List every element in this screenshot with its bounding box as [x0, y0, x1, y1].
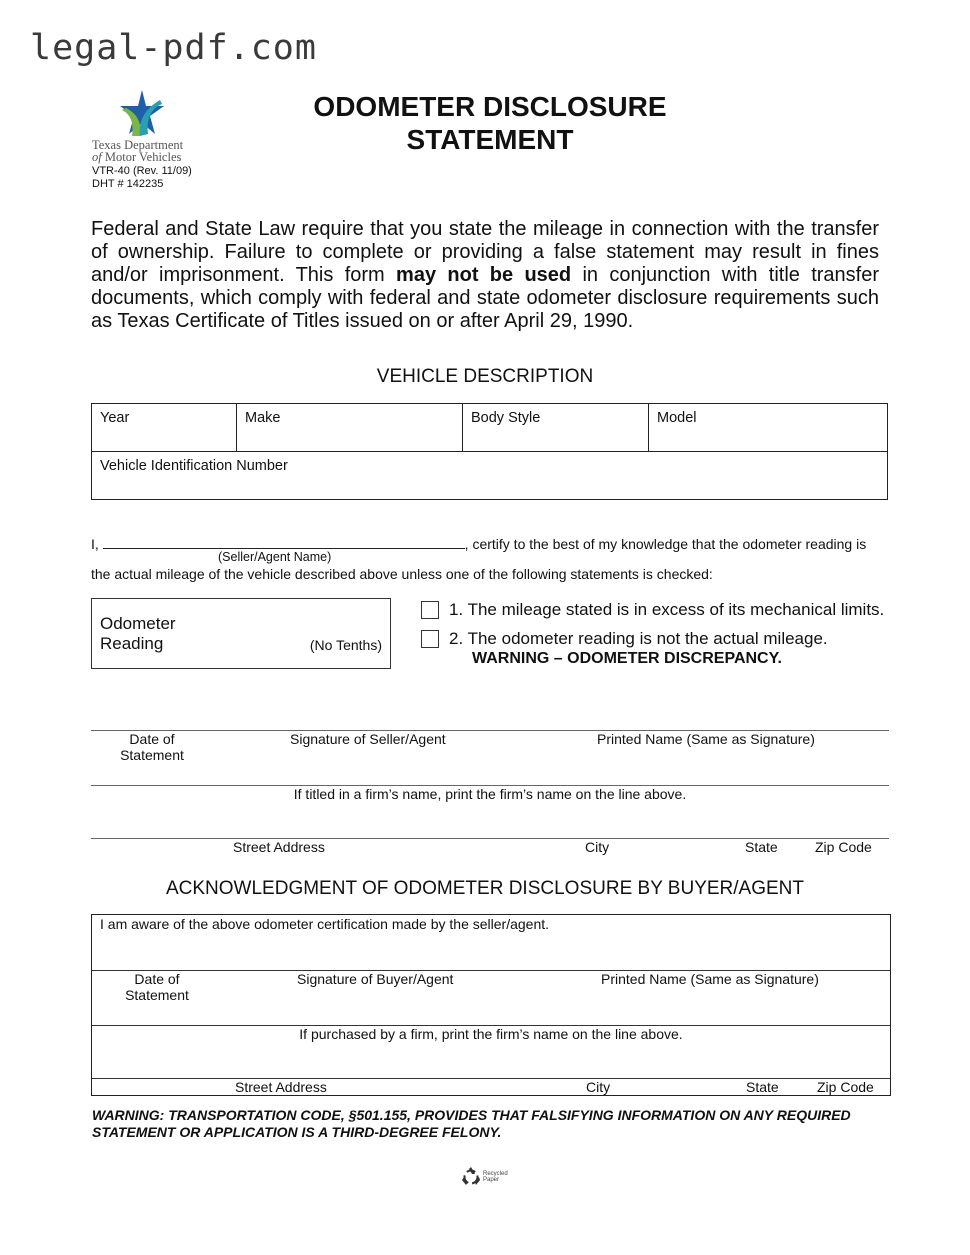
site-watermark: legal-pdf.com	[30, 28, 317, 68]
certify-line	[91, 534, 881, 552]
vehicle-description-heading: VEHICLE DESCRIPTION	[376, 366, 594, 387]
form-title-line1: ODOMETER DISCLOSURE	[313, 91, 667, 122]
acknowledgment-heading: ACKNOWLEDGMENT OF ODOMETER DISCLOSURE BY BUYER/AGENT	[165, 878, 804, 899]
recycled-paper-label	[483, 1171, 508, 1183]
buyer-signature-label: Signature of Buyer/Agent	[297, 971, 454, 987]
certify-prefix: I,	[91, 536, 103, 552]
certify-line2: the actual mileage of the vehicle described above unless one of the following statements is checked:	[91, 566, 713, 582]
buyer-city-label: City	[586, 1079, 611, 1095]
make-label: Make	[245, 410, 281, 426]
mileage-exceeds-limits-checkbox[interactable]	[421, 601, 439, 619]
buyer-street-label: Street Address	[235, 1079, 327, 1095]
seller-date-label	[92, 731, 212, 763]
odometer-discrepancy-warning: WARNING – ODOMETER DISCREPANCY.	[472, 650, 782, 667]
buyer-aware-statement: I am aware of the above odometer certification made by the seller/agent.	[100, 916, 550, 932]
seller-firm-note: If titled in a firm’s name, print the firm’s name on the line above.	[293, 786, 687, 802]
buyer-date-line1: Date of	[134, 971, 180, 987]
intro-paragraph	[91, 218, 879, 333]
model-label: Model	[657, 410, 697, 426]
buyer-date-line2: Statement	[125, 987, 189, 1003]
form-identifiers	[92, 165, 192, 191]
vin-field[interactable]	[92, 452, 888, 500]
model-field[interactable]	[649, 404, 888, 452]
txdmv-star-logo-icon	[112, 88, 168, 140]
year-field[interactable]	[92, 404, 237, 452]
logo-text-line2	[92, 150, 181, 165]
buyer-zip-label: Zip Code	[817, 1079, 874, 1095]
seller-name-input[interactable]	[103, 534, 465, 549]
make-field[interactable]	[237, 404, 463, 452]
odometer-reading-label	[100, 614, 176, 654]
dht-number: DHT # 142235	[92, 178, 164, 190]
intro-text-bold: may not be used	[396, 264, 572, 286]
year-label: Year	[100, 410, 130, 426]
vin-label: Vehicle Identification Number	[100, 458, 288, 474]
seller-date-line1: Date of	[129, 731, 175, 747]
seller-name-caption: (Seller/Agent Name)	[218, 550, 332, 564]
logo-text-line1: Texas Department	[92, 138, 184, 152]
seller-signature-label: Signature of Seller/Agent	[290, 731, 446, 747]
body-style-field[interactable]	[463, 404, 649, 452]
seller-date-line2: Statement	[120, 747, 184, 763]
intro-text-part1: Federal and State Law require that you state the mileage in connection with the transfer of ownership. Failure to complete or providing a false statement may result in fines and/or imprisonment. This form	[91, 218, 879, 286]
no-tenths-note: (No Tenths)	[309, 637, 382, 653]
seller-printed-name-label: Printed Name (Same as Signature)	[597, 731, 815, 747]
seller-zip-label: Zip Code	[815, 839, 872, 855]
logo-text-motor-vehicles: Motor Vehicles	[104, 150, 182, 164]
form-title	[290, 90, 690, 156]
logo-text-of: of	[92, 150, 102, 164]
buyer-acknowledgment-box	[91, 914, 891, 1096]
odometer-label-line2: Reading	[100, 634, 164, 653]
vehicle-description-table	[91, 403, 888, 500]
body-style-label: Body Style	[471, 410, 541, 426]
intro-text-part2: in conjunction with title transfer documents, which comply with federal and state odometer disclosure requirements such as Texas Certificate of Titles issued on or after April 29, 1990.	[91, 264, 880, 332]
option1-label: 1. The mileage stated is in excess of its mechanical limits.	[449, 600, 885, 619]
odometer-reading-field[interactable]	[91, 598, 391, 669]
recycled-line2: Paper	[483, 1177, 500, 1183]
buyer-printed-name-label: Printed Name (Same as Signature)	[601, 971, 819, 987]
felony-warning: WARNING: TRANSPORTATION CODE, §501.155, PROVIDES THAT FALSIFYING INFORMATION ON ANY REQUIRED STATEMENT OR APPLICATION IS A THIRD-DEGREE FELONY.	[92, 1107, 851, 1140]
option2-label: 2. The odometer reading is not the actual mileage.	[449, 629, 828, 648]
seller-street-label: Street Address	[233, 839, 325, 855]
seller-state-label: State	[745, 839, 778, 855]
recycled-line1: Recycled	[483, 1171, 508, 1177]
buyer-date-label	[97, 971, 217, 1003]
seller-city-label: City	[585, 839, 610, 855]
buyer-firm-note: If purchased by a firm, print the firm’s name on the line above.	[299, 1026, 683, 1042]
form-number: VTR-40 (Rev. 11/09)	[92, 165, 192, 177]
not-actual-mileage-checkbox[interactable]	[421, 630, 439, 648]
form-title-line2: STATEMENT	[406, 124, 574, 155]
odometer-label-line1: Odometer	[100, 614, 176, 633]
recycle-icon	[460, 1166, 482, 1186]
certify-suffix: , certify to the best of my knowledge that the odometer reading is	[464, 536, 867, 552]
buyer-state-label: State	[746, 1079, 779, 1095]
